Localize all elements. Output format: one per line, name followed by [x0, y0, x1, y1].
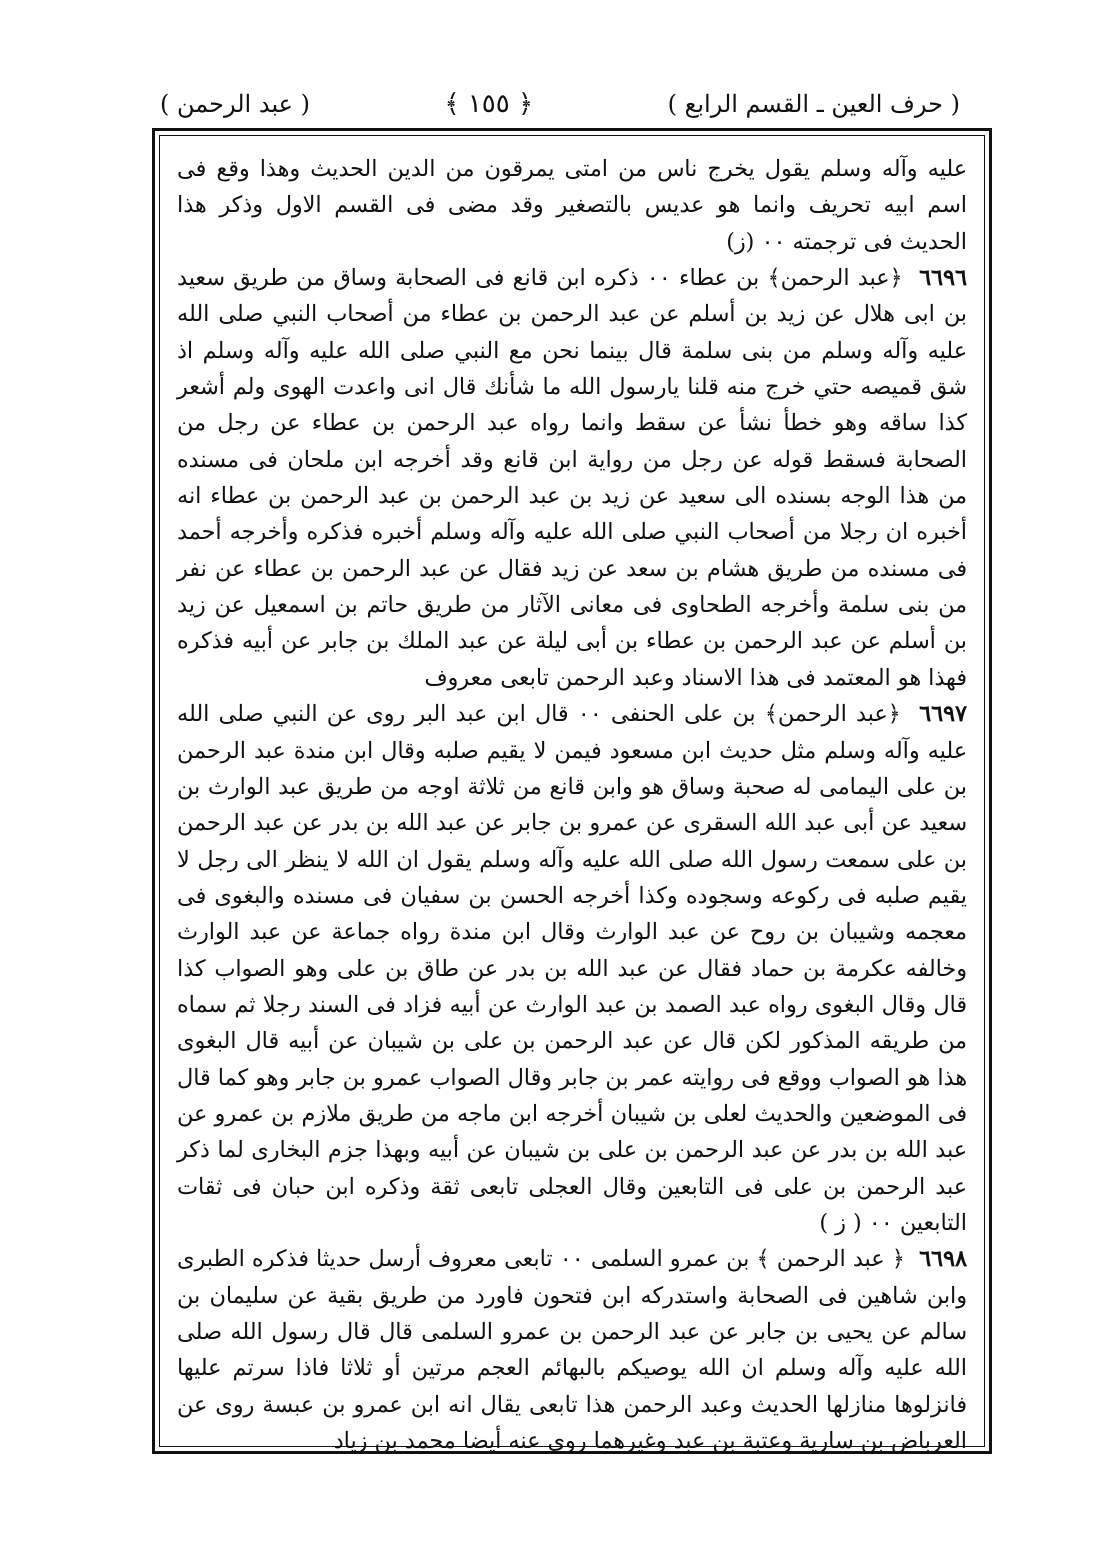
entry-number: ٦٦٩٦ — [919, 265, 967, 292]
entry-text: ﴿عبد الرحمن﴾ بن عطاء ٠٠ ذكره ابن قانع فى الصحابة وساق من طريق سعيد بن ابى هلال عن زيد بن أسلم عن عبد الرحمن بن عطاء من أصحاب النبي صلى الله عليه وآله وسلم من بنى سلمة قال بينما نحن مع النبي صلى الله عليه وآله وسلم اذ شق قميصه حتي خرج منه قلنا يارسول الله ما شأنك قال انى واعدت الهوى ولم أشعر كذا ساقه وهو خطأ نشأ عن سقط وانما رواه عبد الرحمن بن عطاء عن رجل من الصحابة فسقط قوله عن رجل من رواية ابن قانع وقد أخرجه ابن ملحان فى مسنده من هذا الوجه بسنده الى سعيد عن زيد بن عبد الرحمن بن عبد الرحمن بن عطاء انه أخبره ان رجلا من أصحاب النبي صلى الله عليه وآله وسلم أخبره فذكره وأخرجه أحمد فى مسنده من طريق هشام بن سعد عن زيد فقال عن عبد الرحمن بن عطاء عن نفر من بنى سلمة وأخرجه الطحاوى فى معانى الآثار من طريق حاتم بن اسمعيل عن زيد بن أسلم عن عبد الرحمن بن عطاء بن أبى ليلة عن عبد الملك بن جابر عن أبيه فذكره فهذا هو المعتمد فى هذا الاسناد وعبد الرحمن تابعى معروف — [177, 265, 967, 691]
running-title-right: ( حرف العين ـ القسم الرابع ) — [667, 90, 960, 118]
main-text — [177, 151, 967, 1455]
paragraph-text: عليه وآله وسلم يقول يخرج ناس من امتى يمرقون من الدين الحديث وهذا وقع فى اسم ابيه تحريف وانما هو عديس بالتصغير وقد مضى فى القسم الاول وذكر هذا الحديث فى ترجمته ٠٠ (ز) — [177, 156, 967, 255]
entry-6696 — [177, 260, 967, 696]
entry-text: ﴿عبد الرحمن﴾ بن على الحنفى ٠٠ قال ابن عبد البر روى عن النبي صلى الله عليه وآله وسلم مثل حديث ابن مسعود فيمن لا يقيم صلبه وقال ابن مندة عبد الرحمن بن على اليمامى له صحبة وساق هو وابن قانع من ثلاثة اوجه من طريق عبد الوارث بن سعيد عن أبى عبد الله السقرى عن عمرو بن جابر عن عبد الله بن بدر عن عبد الرحمن بن على سمعت رسول الله صلى الله عليه وآله وسلم يقول ان الله لا ينظر الى رجل لا يقيم صلبه فى ركوعه وسجوده وكذا أخرجه الحسن بن سفيان فى مسنده والبغوى فى معجمه وشيبان بن روح عن عبد الوارث وقال ابن مندة رواه جماعة عن عبد الوارث وخالفه عكرمة بن حماد فقال عن عبد الله بن بدر عن طاق بن على وهو الصواب كذا قال وقال البغوى رواه عبد الصمد بن عبد الوارث عن أبيه فزاد فى السند رجلا ثم سماه من طريقه المذكور لكن قال عن عبد الرحمن بن على بن شيبان عن أبيه قال البغوى هذا هو الصواب ووقع فى روايته عمر بن جابر وقال الصواب عمرو بن جابر وهو كما قال فى الموضعين والحديث لعلى بن شيبان أخرجه ابن ماجه من طريق ملازم بن عمرو عن عبد الله بن بدر عن عبد الرحمن بن على بن شيبان عن أبيه وبهذا جزم البخارى لما ذكر عبد الرحمن بن على فى التابعين وقال العجلى تابعى ثقة وذكره ابن حبان فى ثقات التابعين ٠٠ ( ز ) — [177, 701, 967, 1236]
paragraph-continuation — [177, 151, 967, 260]
entry-number: ٦٦٩٨ — [919, 1246, 967, 1273]
running-title-left: ( عبد الرحمن ) — [160, 90, 310, 118]
entry-number: ٦٦٩٧ — [919, 701, 967, 728]
entry-6697 — [177, 696, 967, 1241]
page-border — [152, 128, 992, 1454]
page-number: ﴿ ١٥٥ ﴾ — [444, 89, 534, 119]
entry-6698 — [177, 1241, 967, 1459]
entry-text: ﴿ عبد الرحمن ﴾ بن عمرو السلمى ٠٠ تابعى معروف أرسل حديثا فذكره الطبرى وابن شاهين فى الصحابة واستدركه ابن فتحون فاورد من طريق بقية عن سليمان بن سالم عن يحيى بن جابر عن عبد الرحمن بن عمرو السلمى قال قال رسول الله صلى الله عليه وآله وسلم ان الله يوصيكم بالبهائم العجم مرتين أو ثلاثا فاذا سرتم عليها فانزلوها منازلها الحديث وعبد الرحمن هذا تابعى يقال انه ابن عمرو بن عبسة روى عن العرباض بن سارية وعتبة بن عبد وغيرهما روى عنه أيضا محمد بن زياد — [177, 1246, 967, 1455]
page-header — [160, 84, 960, 124]
